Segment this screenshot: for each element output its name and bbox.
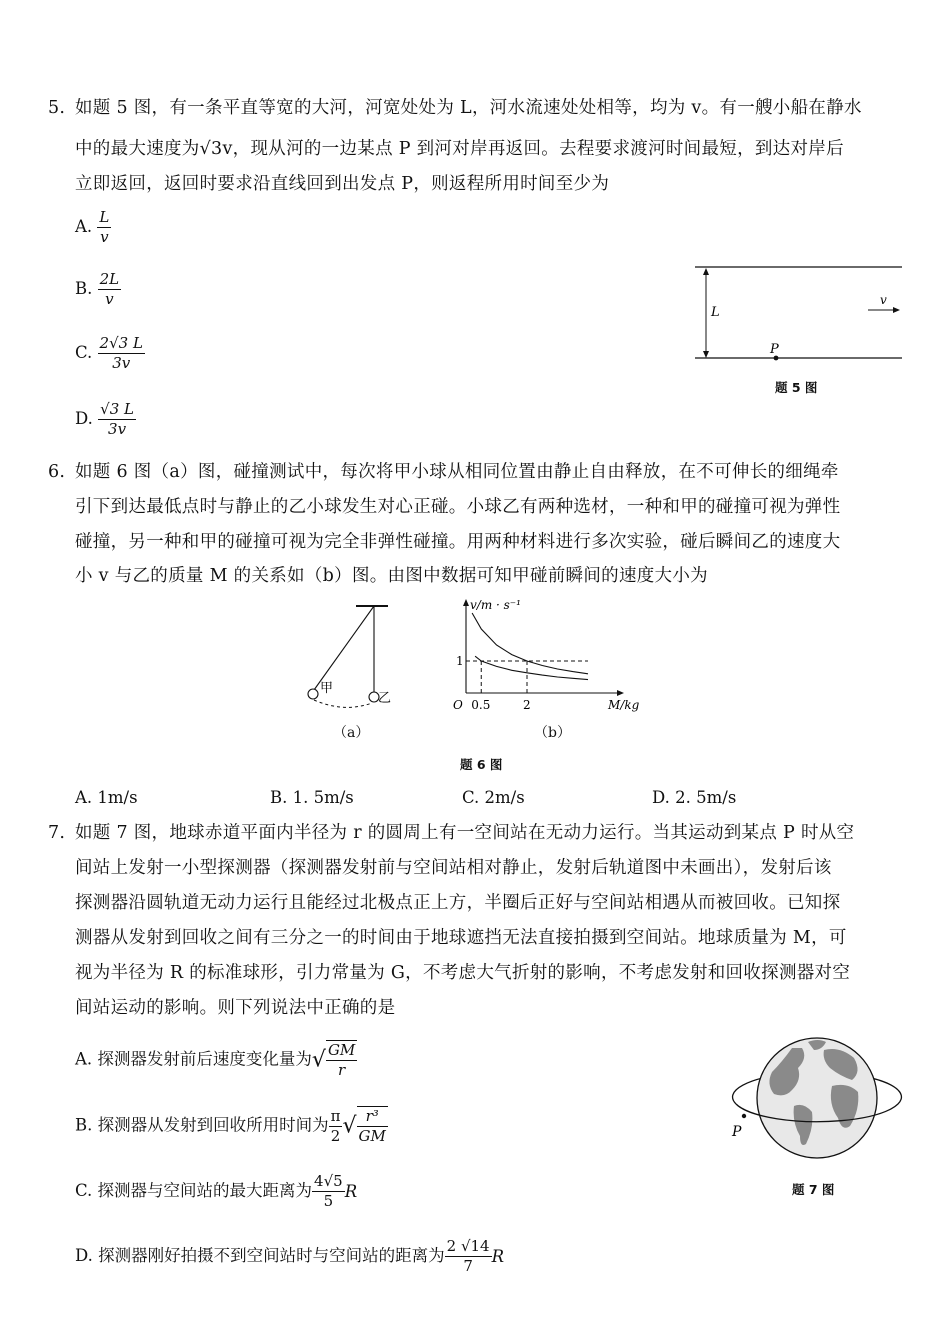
q7-stem-line5: 视为半径为 R 的标准球形，引力常量为 G，不考虑大气折射的影响，不考虑发射和回收探测器对空 (75, 963, 851, 983)
q7-number: 7. (48, 823, 66, 843)
coefficient (329, 1107, 343, 1146)
swing-arc (314, 700, 372, 707)
q5-option-d[interactable] (75, 400, 136, 439)
q5-option-a[interactable] (75, 208, 111, 247)
q6-fig-b-caption: （b） (534, 725, 571, 741)
q5-river-figure (690, 258, 910, 368)
q6-figure-caption: 题 6 图 (460, 757, 503, 772)
q6-stem-line1: 如题 6 图（a）图，碰撞测试中，每次将甲小球从相同位置由静止自由释放，在不可伸长的细绳牵 (75, 462, 839, 482)
numerator: GM (327, 1041, 356, 1059)
q6-option-b[interactable]: B. 1. 5m/s (270, 788, 354, 807)
inelastic-curve (475, 656, 588, 679)
numerator: 2√3 L (99, 334, 143, 352)
option-label: D. (75, 1246, 93, 1265)
q6-velocity-mass-chart (440, 595, 660, 720)
denominator: GM (358, 1127, 386, 1145)
option-text: 探测器从发射到回收所用时间为 (97, 1115, 329, 1135)
numerator: r³ (357, 1107, 388, 1127)
label-L: L (711, 305, 720, 320)
q6-option-c[interactable]: C. 2m/s (462, 788, 525, 807)
q5-stem-line2: 中的最大速度为√3v，现从河的一边某点 P 到河对岸再返回。去程要求渡河时间最短，到达对岸后 (75, 139, 844, 159)
q5-stem-line3: 立即返回，返回时要求沿直线回到出发点 P，则返程所用时间至少为 (75, 174, 610, 194)
option-text: 探测器发射前后速度变化量为 (97, 1049, 312, 1069)
q7-option-a[interactable] (75, 1040, 357, 1080)
denominator: 3v (108, 420, 127, 438)
label-P: P (770, 342, 779, 357)
fraction (445, 1237, 492, 1276)
earth-globe (757, 1038, 877, 1158)
q7-stem-line4: 测器从发射到回收之间有三分之一的时间由于地球遮挡无法直接拍摄到空间站。地球质量为 M，可 (75, 928, 847, 948)
numerator: π (330, 1106, 341, 1125)
q7-earth-figure (722, 1028, 922, 1173)
numerator: 2 √14 (446, 1237, 490, 1255)
q6-stem-line4: 小 v 与乙的质量 M 的关系如（b）图。由图中数据可知甲碰前瞬间的速度大小为 (75, 566, 708, 586)
x-tick-2: 2 (523, 698, 531, 712)
q6-option-d[interactable]: D. 2. 5m/s (652, 788, 737, 807)
label-yi: 乙 (378, 691, 392, 706)
denominator: 2 (330, 1126, 341, 1145)
option-label: B. (75, 1115, 93, 1135)
q5-stem-line1: 如题 5 图，有一条平直等宽的大河，河宽处处为 L，河水流速处处相等，均为 v。有一艘小船在静水 (75, 98, 862, 118)
q6-stem-line2: 引下到达最低点时与静止的乙小球发生对心正碰。小球乙有两种选材，一种和甲的碰撞可视为弹性 (75, 497, 841, 517)
denominator: v (105, 290, 114, 308)
q7-stem-line6: 间站运动的影响。则下列说法中正确的是 (75, 998, 396, 1018)
x-tick-0.5: 0.5 (471, 698, 491, 712)
x-axis-label: M/kg (608, 698, 640, 712)
option-label: A. (75, 1049, 93, 1069)
denominator: 5 (323, 1192, 334, 1210)
label-jia: 甲 (320, 681, 334, 696)
numerator: L (99, 208, 110, 226)
numerator: 4√5 (314, 1172, 343, 1190)
q6-pendulum-figure (300, 600, 410, 710)
label-v: v (880, 293, 887, 307)
y-axis-arrow (463, 599, 469, 606)
denominator: v (100, 228, 109, 246)
denominator: 7 (463, 1257, 473, 1275)
q6-stem-line3: 碰撞，另一种和甲的碰撞可视为完全非弹性碰撞。用两种材料进行多次实验，碰后瞬间乙的速度大 (75, 532, 841, 552)
suffix: R (491, 1247, 505, 1266)
denominator: r (338, 1061, 346, 1079)
q7-option-c[interactable] (75, 1172, 357, 1211)
y-axis-label: v/m · s⁻¹ (470, 598, 521, 612)
radicand (357, 1106, 388, 1146)
q7-stem-line2: 间站上发射一小型探测器（探测器发射前与空间站相对静止，发射后轨道图中未画出），发射后该 (75, 858, 832, 878)
q6-number: 6. (48, 462, 66, 482)
q7-stem-line3: 探测器沿圆轨道无动力运行且能经过北极点正上方，半圈后正好与空间站相遇从而被回收。已知探 (75, 893, 841, 913)
option-label: B. (75, 279, 93, 298)
fraction (98, 270, 122, 309)
q7-option-b[interactable] (75, 1106, 388, 1146)
option-text: 探测器刚好拍摄不到空间站时与空间站的距离为 (98, 1246, 445, 1265)
q7-stem-line1: 如题 7 图，地球赤道平面内半径为 r 的圆周上有一空间站在无动力运行。当其运动到某点 P 时从空 (75, 823, 855, 843)
option-text: 探测器与空间站的最大距离为 (97, 1181, 313, 1200)
suffix: R (344, 1182, 358, 1201)
q6-option-a[interactable]: A. 1m/s (75, 788, 138, 807)
option-label: D. (75, 409, 93, 428)
point-P (742, 1114, 746, 1118)
label-P: P (732, 1124, 742, 1140)
q5-number: 5. (48, 98, 66, 118)
radical-sign: √ (311, 1047, 326, 1073)
q6-fig-a-caption: （a） (333, 725, 370, 741)
fraction (97, 208, 111, 247)
option-label: C. (75, 1181, 93, 1200)
dashed-guides (466, 661, 588, 693)
q5-option-b[interactable] (75, 270, 121, 309)
radicand (326, 1040, 357, 1080)
arrow-head-down (703, 351, 709, 358)
numerator: √3 L (100, 400, 134, 418)
option-label: A. (75, 217, 93, 236)
elastic-curve (472, 613, 588, 674)
x-axis-arrow (617, 690, 624, 696)
y-tick-1: 1 (456, 654, 464, 668)
fraction (98, 334, 145, 373)
q7-figure-caption: 题 7 图 (792, 1182, 835, 1197)
denominator: 3v (112, 354, 131, 372)
fraction (98, 400, 136, 439)
velocity-arrow-head (893, 307, 900, 313)
string-left (314, 606, 374, 690)
option-label: C. (75, 343, 93, 362)
ball-jia (308, 689, 318, 699)
sqrt-expression (342, 1106, 387, 1146)
q5-figure-caption: 题 5 图 (775, 380, 818, 395)
origin-label: O (453, 698, 463, 712)
numerator: 2L (99, 270, 120, 288)
q5-option-c[interactable] (75, 334, 145, 373)
fraction (312, 1172, 345, 1211)
radical-sign: √ (342, 1113, 357, 1139)
sqrt-expression (312, 1040, 357, 1080)
q7-option-d[interactable] (75, 1237, 504, 1276)
arrow-head-up (703, 268, 709, 275)
